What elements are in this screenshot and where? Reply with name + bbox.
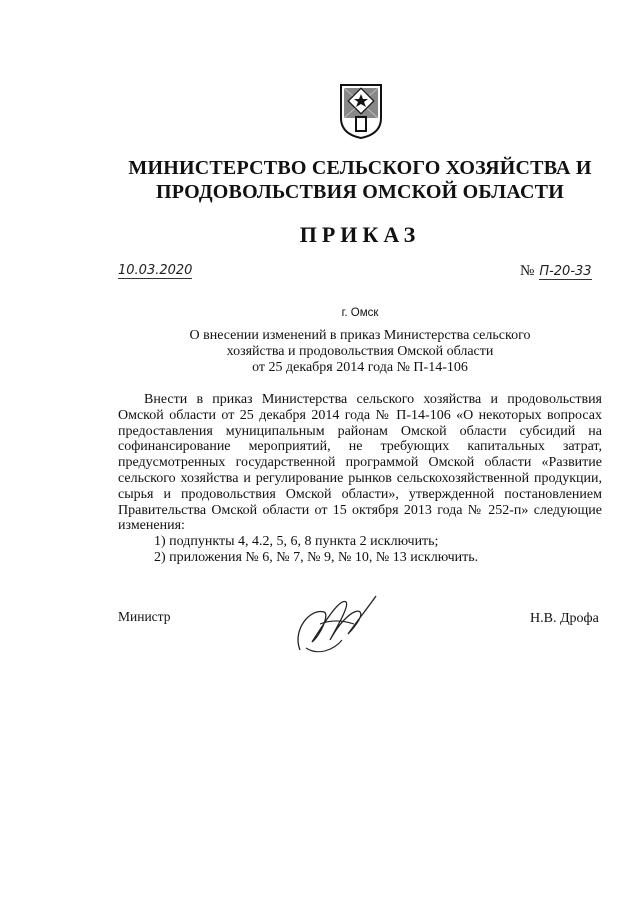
omsk-coat-of-arms-icon <box>338 82 384 140</box>
document-subject <box>130 328 590 376</box>
changes-list <box>118 534 602 566</box>
list-item: 2) приложения № 6, № 7, № 9, № 10, № 13 исключить. <box>154 549 479 565</box>
number-label: № <box>520 263 535 279</box>
number-value: П-20-33 <box>539 264 592 279</box>
list-item: 1) подпункты 4, 4.2, 5, 6, 8 пункта 2 исключить; <box>154 534 439 550</box>
document-date <box>118 263 192 279</box>
subject-line-3: от 25 декабря 2014 года № П-14-106 <box>252 360 468 375</box>
date-value: 10.03.2020 <box>118 263 193 278</box>
document-type: ПРИКАЗ <box>299 222 421 247</box>
handwritten-signature <box>290 590 380 662</box>
city: г. Омск <box>341 307 379 319</box>
ministry-line-2: ПРОДОВОЛЬСТВИЯ ОМСКОЙ ОБЛАСТИ <box>156 181 564 203</box>
body-paragraph: Внести в приказ Министерства сельского хозяйства и продовольствия Омской области от 25 декабря 2014 года № П-14-106 «О некоторых вопросах предоставления муниципальным районам Омской области субсидий на софинансирование мероприятий, не требующих капитальных затрат, предусмотренных государственной программой Омской области «Развитие сельского хозяйства и регулирование рынков сельскохозяйственной продукции, сырья и продовольствия Омской области», утвержденной постановлением Правительства Омской области от 15 октября 2013 года № 252-п» следующие изменения: <box>118 392 602 534</box>
ministry-title <box>100 156 620 204</box>
subject-line-2: хозяйства и продовольствия Омской области <box>226 344 494 359</box>
ministry-line-1: МИНИСТЕРСТВО СЕЛЬСКОГО ХОЗЯЙСТВА И <box>128 157 592 179</box>
document-body <box>118 392 602 566</box>
subject-line-1: О внесении изменений в приказ Министерства сельского <box>189 328 531 343</box>
document-number <box>520 263 592 280</box>
signatory-name: Н.В. Дрофа <box>530 611 599 626</box>
signatory-title: Министр <box>118 609 171 624</box>
